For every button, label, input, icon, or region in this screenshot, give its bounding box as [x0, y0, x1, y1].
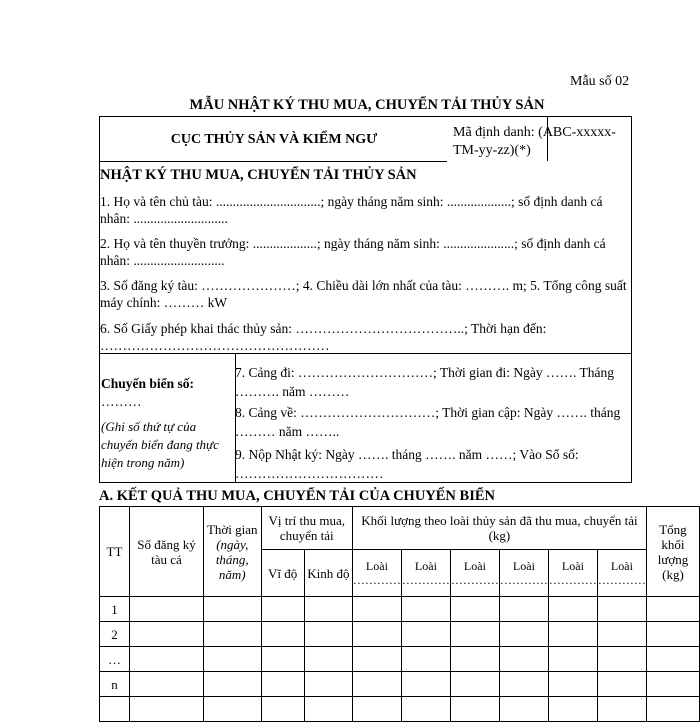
table-cell[interactable] [597, 647, 646, 672]
table-cell[interactable] [304, 622, 352, 647]
trip-number-title: Chuyến biển số: [101, 376, 195, 391]
table-row [100, 597, 700, 622]
table-cell[interactable] [129, 672, 203, 697]
divider [100, 161, 447, 162]
col-time-note: (ngày, tháng, năm) [215, 536, 249, 582]
table-cell[interactable] [261, 622, 304, 647]
table-cell[interactable] [499, 622, 548, 647]
table-cell[interactable] [450, 597, 499, 622]
table-cell[interactable] [203, 697, 261, 722]
table-cell[interactable] [597, 672, 646, 697]
table-cell[interactable] [646, 697, 699, 722]
trip-number-note: (Ghi số thứ tự của chuyến biển đang thực hiện trong năm) [101, 419, 219, 470]
col-species: Loài ………… [548, 550, 597, 597]
table-cell[interactable] [304, 597, 352, 622]
col-species: Loài ………… [401, 550, 450, 597]
table-cell[interactable] [548, 697, 597, 722]
agency-name: CỤC THỦY SẢN VÀ KIỂM NGƯ [170, 132, 378, 147]
table-cell[interactable] [646, 622, 699, 647]
table-cell[interactable] [304, 672, 352, 697]
table-cell[interactable] [597, 622, 646, 647]
table-cell[interactable] [352, 597, 401, 622]
arrival-port-field[interactable]: 8. Cảng về: …………………………; Thời gian cập: Ngày ……. tháng ……… năm …….. [235, 405, 621, 439]
logbook-info-box [99, 116, 632, 354]
table-row [100, 622, 700, 647]
vessel-field[interactable]: 3. Số đăng ký tàu: …………………; 4. Chiều dài lớn nhất của tàu: ………. m; 5. Tổng công suất máy chính: ……… kW [100, 278, 627, 310]
table-cell[interactable] [499, 672, 548, 697]
table-cell[interactable] [203, 647, 261, 672]
col-total: Tổng khối lượng (kg) [646, 507, 699, 597]
table-cell[interactable] [352, 622, 401, 647]
table-cell[interactable] [401, 622, 450, 647]
table-cell[interactable] [261, 597, 304, 622]
table-cell[interactable] [499, 697, 548, 722]
section-a-title: A. KẾT QUẢ THU MUA, CHUYỂN TẢI CỦA CHUYẾN BIỂN [99, 488, 495, 504]
owner-field[interactable]: 1. Họ và tên chủ tàu: ...............................; ngày tháng năm sinh: ...................; số định danh cá nhân: ............................ [100, 194, 603, 226]
form-code: Mẫu số 02 [570, 74, 630, 89]
col-reg-no: Số đăng ký tàu cá [129, 507, 203, 597]
row-number: 1 [100, 597, 130, 622]
table-cell[interactable] [548, 672, 597, 697]
table-cell[interactable] [450, 672, 499, 697]
table-cell[interactable] [261, 647, 304, 672]
col-species: Loài ………… [597, 550, 646, 597]
table-cell[interactable] [646, 647, 699, 672]
table-cell[interactable] [450, 647, 499, 672]
row-number: 2 [100, 622, 130, 647]
col-position: Vị trí thu mua, chuyển tải [261, 507, 352, 550]
col-time [203, 507, 261, 597]
row-number: n [100, 672, 130, 697]
trip-number-dots: ……… [101, 394, 142, 409]
table-cell[interactable] [499, 647, 548, 672]
col-lon: Kinh độ [304, 550, 352, 597]
submission-field[interactable]: 9. Nộp Nhật ký: Ngày ……. tháng ……. năm ……; Vào Sổ số: …………………………… [235, 447, 579, 481]
table-cell[interactable] [401, 597, 450, 622]
table-cell[interactable] [129, 697, 203, 722]
col-species: Loài ………… [450, 550, 499, 597]
table-cell[interactable] [352, 647, 401, 672]
table-cell[interactable] [499, 597, 548, 622]
logbook-title: NHẬT KÝ THU MUA, CHUYỂN TẢI THỦY SẢN [100, 167, 417, 183]
table-cell[interactable] [261, 697, 304, 722]
table-cell[interactable] [129, 647, 203, 672]
departure-port-field[interactable]: 7. Cảng đi: …………………………; Thời gian đi: Ngày ……. Tháng ………. năm ……… [235, 365, 614, 399]
table-cell[interactable] [401, 697, 450, 722]
table-cell[interactable] [548, 597, 597, 622]
identifier-field[interactable]: Mã định danh: (ABC-xxxxx-TM-yy-zz)(*) [453, 125, 616, 158]
table-cell[interactable] [261, 672, 304, 697]
table-cell[interactable] [352, 672, 401, 697]
table-cell[interactable] [450, 622, 499, 647]
table-row [100, 647, 700, 672]
col-lat: Vĩ độ [261, 550, 304, 597]
main-title: MẪU NHẬT KÝ THU MUA, CHUYỂN TẢI THỦY SẢN [189, 97, 545, 113]
col-time-label: Thời gian [206, 521, 258, 537]
results-table [99, 506, 700, 722]
table-cell[interactable] [304, 647, 352, 672]
table-cell[interactable] [203, 597, 261, 622]
table-cell[interactable] [352, 697, 401, 722]
table-cell[interactable] [203, 672, 261, 697]
table-cell[interactable] [548, 622, 597, 647]
col-species: Loài ………… [352, 550, 401, 597]
table-cell[interactable] [129, 597, 203, 622]
table-cell[interactable] [646, 672, 699, 697]
table-cell[interactable] [597, 597, 646, 622]
table-cell[interactable] [129, 622, 203, 647]
col-species: Loài ………… [499, 550, 548, 597]
table-row [100, 672, 700, 697]
col-tt: TT [100, 507, 130, 597]
table-cell[interactable] [401, 647, 450, 672]
table-cell[interactable] [548, 647, 597, 672]
license-field[interactable]: 6. Số Giấy phép khai thác thủy sản: ………………………………..; Thời hạn đến: …………………………………………… [100, 321, 547, 353]
row-number: … [100, 647, 130, 672]
trip-box [99, 353, 632, 483]
trip-number-label[interactable] [101, 375, 233, 411]
table-cell[interactable] [100, 697, 130, 722]
table-cell[interactable] [401, 672, 450, 697]
table-cell[interactable] [597, 697, 646, 722]
captain-field[interactable]: 2. Họ và tên thuyền trưởng: ...................; ngày tháng năm sinh: .....................; số định danh cá nhân: ........................... [100, 236, 606, 268]
col-volume: Khối lượng theo loài thủy sản đã thu mua, chuyển tải (kg) [352, 507, 646, 550]
table-row [100, 697, 700, 722]
table-cell[interactable] [646, 597, 699, 622]
table-cell[interactable] [450, 697, 499, 722]
table-cell[interactable] [203, 622, 261, 647]
table-cell[interactable] [304, 697, 352, 722]
